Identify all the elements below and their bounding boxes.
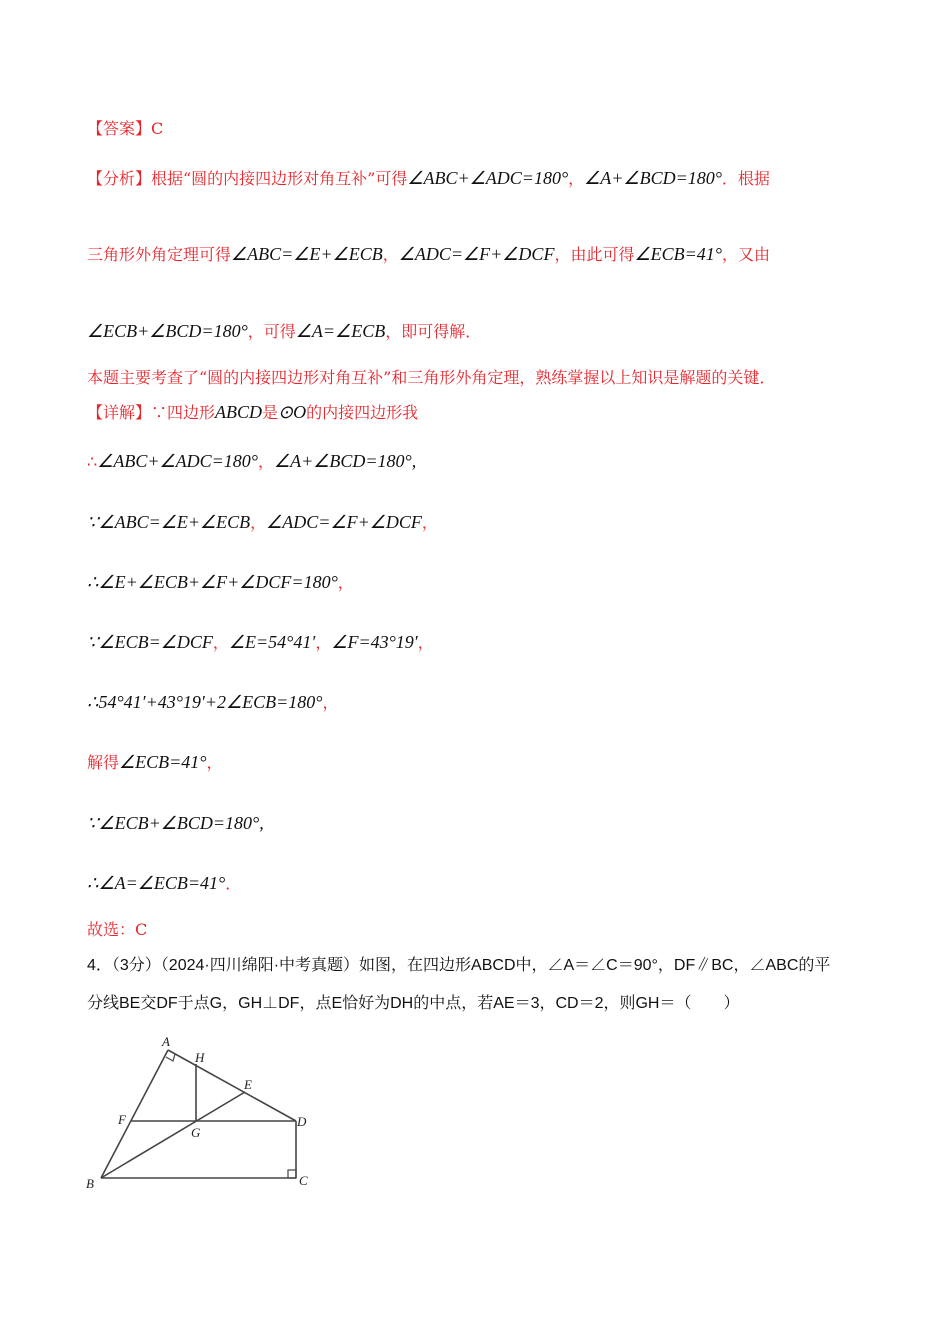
math-expression: ∠ADC=∠F+∠DCF bbox=[398, 244, 555, 264]
math-expression: ∠ECB=41° bbox=[634, 244, 722, 264]
text-segment: ， bbox=[250, 513, 267, 532]
math-expression: ∵∠ABC=∠E+∠ECB bbox=[87, 512, 251, 532]
math-expression: ∠ABC+∠ADC=180° bbox=[407, 168, 569, 188]
text-segment: 【答案】C bbox=[87, 119, 164, 138]
text-segment: ， bbox=[206, 753, 223, 772]
label-B: B bbox=[86, 1176, 94, 1191]
math-expression: ∠ADC=∠F+∠DCF bbox=[266, 512, 422, 532]
text-segment: ， bbox=[417, 633, 434, 652]
text-segment: 【分析】根据“圆的内接四边形对角互补”可得 bbox=[87, 169, 408, 188]
text-segment: 的内接四边形我 bbox=[306, 403, 419, 422]
text-segment: ， bbox=[257, 452, 274, 471]
text-segment: ， bbox=[315, 633, 332, 652]
math-expression: ∴∠A=∠ECB=41° bbox=[87, 873, 226, 893]
math-expression: ∠A+∠BCD=180°, bbox=[273, 451, 417, 471]
math-expression: ∠ECB+∠BCD=180° bbox=[87, 321, 248, 341]
label-C: C bbox=[299, 1173, 308, 1188]
math-expression: ∠A=∠ECB bbox=[295, 321, 386, 341]
text-segment: ∴ bbox=[87, 452, 98, 471]
math-expression: ∵∠ECB+∠BCD=180°, bbox=[87, 813, 264, 833]
text-segment: ，又由 bbox=[721, 245, 770, 264]
text-segment: 分线BE交DF于点G，GH⊥DF，点E恰好为DH的中点，若AE＝3，CD＝2，则GH＝（ ） bbox=[87, 995, 740, 1012]
label-F: F bbox=[118, 1112, 126, 1127]
text-segment: 故选：C bbox=[87, 920, 148, 939]
math-expression: ∠ECB=41° bbox=[119, 752, 207, 772]
text-segment: 4．（3分）（2024·四川绵阳·中考真题）如图，在四边形ABCD中，∠A＝∠C＝90°，DF∥BC，∠ABC的平 bbox=[87, 957, 831, 974]
text-segment: ，由此可得 bbox=[554, 245, 635, 264]
math-expression: ∠ABC=∠E+∠ECB bbox=[231, 244, 383, 264]
math-expression: ∴∠E+∠ECB+∠F+∠DCF=180° bbox=[87, 572, 338, 592]
label-E: E bbox=[244, 1077, 252, 1092]
text-segment: ， bbox=[568, 169, 585, 188]
segment-AD bbox=[168, 1050, 296, 1121]
math-expression: ABCD bbox=[215, 402, 263, 422]
math-expression: ∠A+∠BCD=180° bbox=[584, 168, 722, 188]
text-segment: 【详解】∵四边形 bbox=[87, 403, 216, 422]
text-segment: ，可得 bbox=[247, 322, 296, 341]
text-segment: 解得 bbox=[87, 753, 120, 772]
math-expression: ∠F=43°19′ bbox=[331, 632, 418, 652]
math-expression: ⊙O bbox=[278, 402, 307, 422]
math-expression: ∠ABC+∠ADC=180° bbox=[97, 451, 258, 471]
label-D: D bbox=[297, 1114, 307, 1129]
right-angle-A bbox=[166, 1054, 175, 1061]
text-segment: ．根据 bbox=[721, 169, 770, 188]
text-segment: ， bbox=[212, 633, 229, 652]
text-segment: 本题主要考查了“圆的内接四边形对角互补”和三角形外角定理，熟练掌握以上知识是解题的关键． bbox=[87, 368, 776, 387]
label-G: G bbox=[191, 1125, 201, 1140]
text-segment: 是 bbox=[262, 403, 279, 422]
text-segment: 三角形外角定理可得 bbox=[87, 245, 232, 264]
right-angle-C bbox=[288, 1170, 296, 1178]
segment-BE bbox=[101, 1092, 245, 1178]
text-segment: ， bbox=[322, 693, 339, 712]
text-segment: ，即可得解． bbox=[385, 322, 482, 341]
label-H: H bbox=[195, 1050, 205, 1065]
label-A: A bbox=[162, 1034, 170, 1049]
text-segment: ， bbox=[382, 245, 399, 264]
math-expression: ∴54°41′+43°19′+2∠ECB=180° bbox=[87, 692, 323, 712]
text-segment: ， bbox=[337, 573, 354, 592]
text-segment: ， bbox=[421, 513, 438, 532]
text-segment: ． bbox=[225, 874, 242, 893]
math-expression: ∵∠ECB=∠DCF bbox=[87, 632, 213, 652]
math-expression: ∠E=54°41′ bbox=[228, 632, 316, 652]
